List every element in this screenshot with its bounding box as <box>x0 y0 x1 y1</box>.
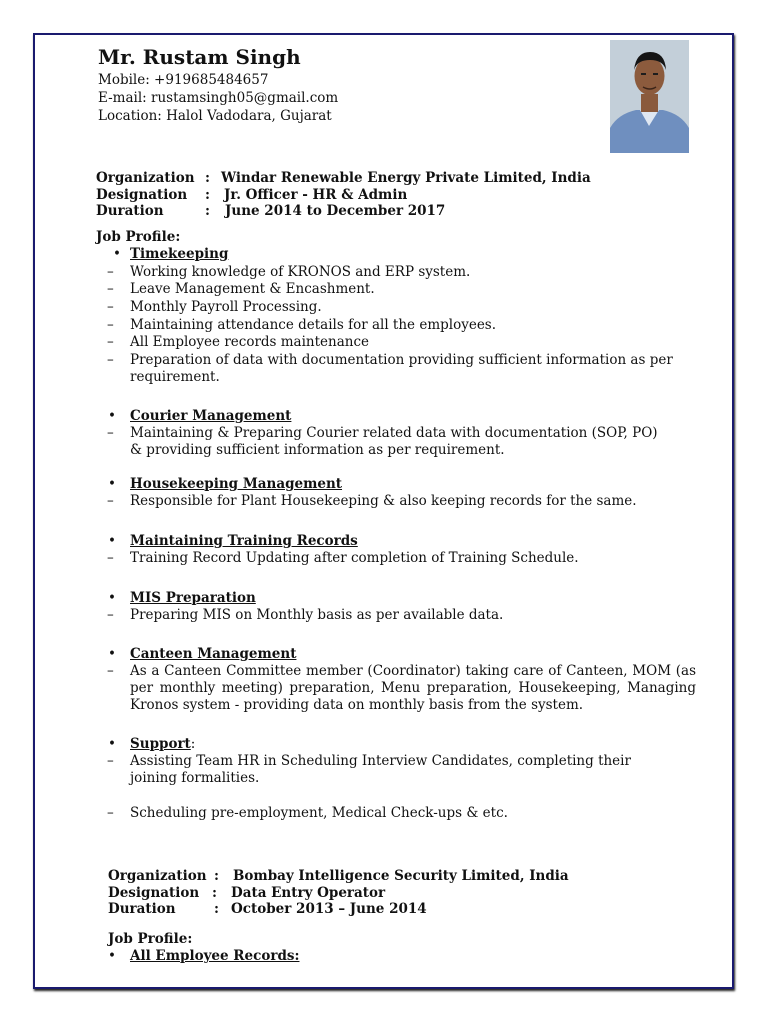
dash-icon: – <box>107 550 114 566</box>
dash-icon: – <box>107 607 114 623</box>
designation-label: Designation <box>96 187 188 203</box>
duration-separator: : <box>214 901 219 917</box>
designation-label: Designation <box>108 885 200 901</box>
bullet-icon: • <box>108 646 116 662</box>
section-heading-timekeeping: Timekeeping <box>130 246 229 262</box>
bullet-icon: • <box>108 476 116 492</box>
list-item: Maintaining attendance details for all the employees. <box>130 317 497 333</box>
list-item: Maintaining & Preparing Courier related data with documentation (SOP, PO) & providing sufficient information as per requirement. <box>130 425 658 458</box>
bullet-icon: • <box>113 246 121 262</box>
duration-value: October 2013 – June 2014 <box>231 901 427 917</box>
dash-icon: – <box>107 317 114 333</box>
org-value: Windar Renewable Energy Private Limited, India <box>221 170 591 186</box>
bullet-icon: • <box>108 948 116 964</box>
profile-photo <box>610 40 689 153</box>
dash-icon: – <box>107 281 114 297</box>
bullet-icon: • <box>108 533 116 549</box>
section-heading-housekeeping: Housekeeping Management <box>130 476 343 492</box>
list-item: Working knowledge of KRONOS and ERP system. <box>130 264 471 280</box>
duration-value: June 2014 to December 2017 <box>225 203 446 219</box>
bullet-icon: • <box>108 590 116 606</box>
job-profile-title: Job Profile: <box>108 931 193 947</box>
org-separator: : <box>214 868 219 884</box>
org-label: Organization <box>108 868 207 884</box>
dash-icon: – <box>107 493 114 509</box>
org-separator: : <box>205 170 210 186</box>
dash-icon: – <box>107 352 114 368</box>
duration-label: Duration <box>96 203 164 219</box>
dash-icon: – <box>107 425 114 441</box>
list-item: Monthly Payroll Processing. <box>130 299 322 315</box>
list-item: Scheduling pre-employment, Medical Check-ups & etc. <box>130 805 508 821</box>
list-item: Preparing MIS on Monthly basis as per available data. <box>130 607 504 623</box>
list-item: As a Canteen Committee member (Coordinator) taking care of Canteen, MOM (as per monthly meeting) preparation, Menu preparation, Housekeeping, Managing Kronos system - providing data on monthly basis from the system. <box>130 663 696 713</box>
location-line: Location: Halol Vadodara, Gujarat <box>98 108 332 124</box>
duration-label: Duration <box>108 901 176 917</box>
section-heading-mis: MIS Preparation <box>130 590 256 606</box>
dash-icon: – <box>107 264 114 280</box>
dash-icon: – <box>107 299 114 315</box>
list-item: Assisting Team HR in Scheduling Interview Candidates, completing their joining formalities. <box>130 753 631 786</box>
list-item: Preparation of data with documentation providing sufficient information as per requirement. <box>130 352 673 385</box>
list-item: Training Record Updating after completion of Training Schedule. <box>130 550 579 566</box>
org-label: Organization <box>96 170 195 186</box>
designation-separator: : <box>212 885 217 901</box>
list-item: Leave Management & Encashment. <box>130 281 375 297</box>
designation-value: Jr. Officer - HR & Admin <box>224 187 408 203</box>
candidate-name: Mr. Rustam Singh <box>98 45 301 69</box>
section-heading-support: Support <box>130 736 191 752</box>
email-line: E-mail: rustamsingh05@gmail.com <box>98 90 339 106</box>
section-heading-courier: Courier Management <box>130 408 292 424</box>
section-heading-support-wrap <box>130 736 195 752</box>
support-colon: : <box>190 736 196 752</box>
bullet-icon: • <box>108 736 116 752</box>
job-profile-title: Job Profile: <box>96 229 181 245</box>
designation-separator: : <box>205 187 210 203</box>
dash-icon: – <box>107 753 114 769</box>
section-heading-training: Maintaining Training Records <box>130 533 358 549</box>
section-heading-all-employee-records: All Employee Records: <box>130 948 300 964</box>
list-item: All Employee records maintenance <box>130 334 370 350</box>
section-heading-canteen: Canteen Management <box>130 646 297 662</box>
duration-separator: : <box>205 203 210 219</box>
designation-value: Data Entry Operator <box>231 885 386 901</box>
org-value: Bombay Intelligence Security Limited, India <box>233 868 569 884</box>
list-item: Responsible for Plant Housekeeping & also keeping records for the same. <box>130 493 637 509</box>
bullet-icon: • <box>108 408 116 424</box>
dash-icon: – <box>107 663 114 679</box>
dash-icon: – <box>107 334 114 350</box>
mobile-line: Mobile: +919685484657 <box>98 72 269 88</box>
dash-icon: – <box>107 805 114 821</box>
